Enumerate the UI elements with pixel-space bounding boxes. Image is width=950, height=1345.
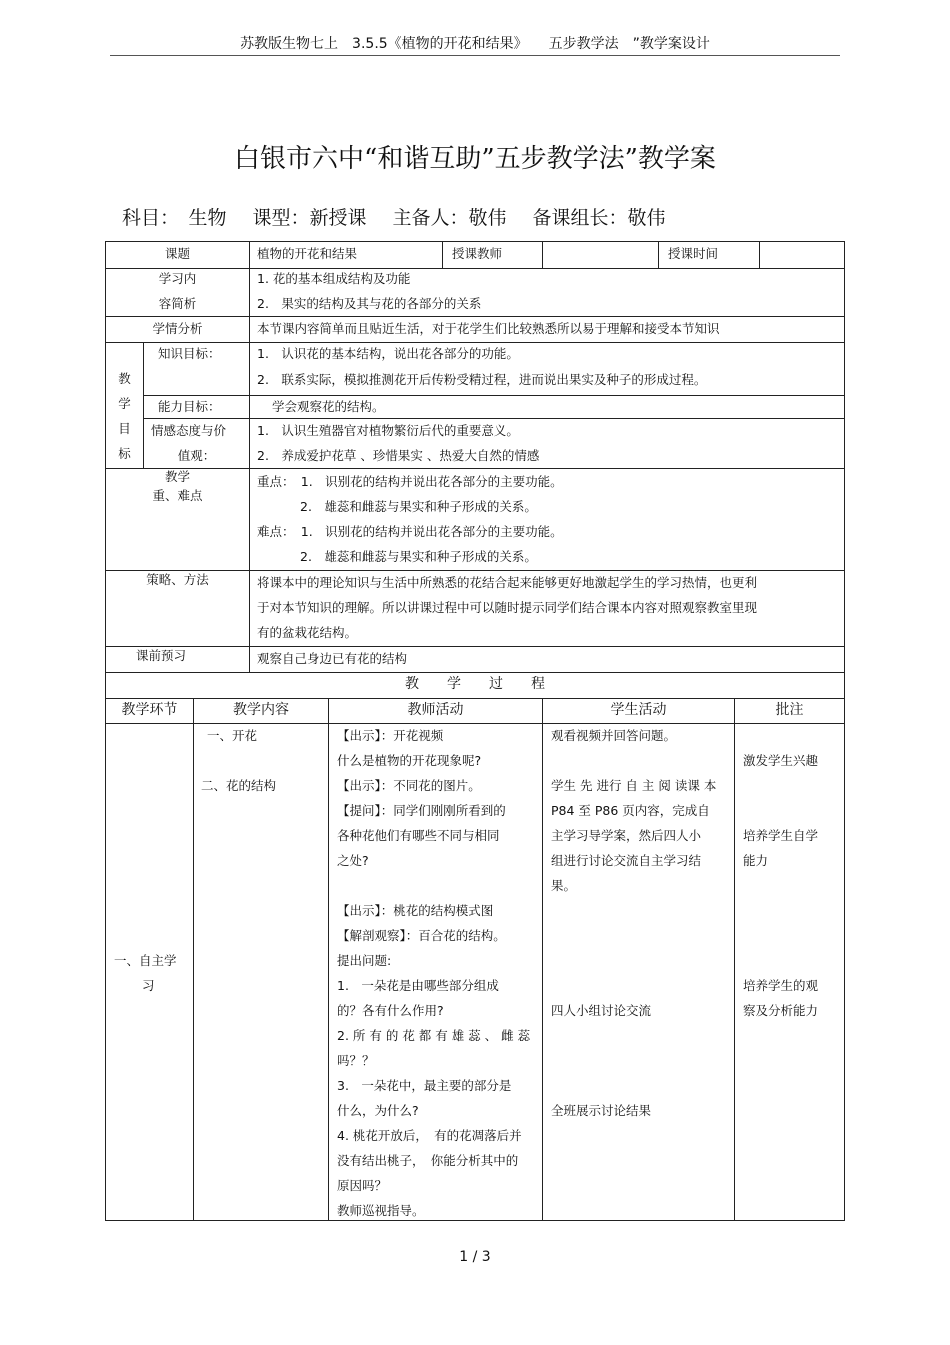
student-line-1: 观看视频并回答问题。 bbox=[551, 728, 677, 743]
key-line-1: 重点： 1. 识别花的结构并说出花各部分的主要功能。 bbox=[257, 474, 563, 489]
student-line-8: 全班展示讨论结果 bbox=[551, 1103, 652, 1118]
preview-label: 课前预习 bbox=[135, 648, 186, 663]
student-line-7: 四人小组讨论交流 bbox=[551, 1003, 652, 1018]
process-title: 教 学 过 程 bbox=[405, 676, 545, 692]
content-line-1: 1. 花的基本组成结构及功能 bbox=[257, 271, 411, 286]
emotion-label-1: 情感态度与价 bbox=[151, 423, 227, 438]
teacher-line-8: 【解剖观察】：百合花的结构。 bbox=[337, 928, 506, 943]
student-line-5: 组进行讨论交流自主学习结 bbox=[551, 853, 702, 868]
page-title: 白银市六中“和谐互助”五步教学法”教学案 bbox=[234, 144, 716, 174]
teacher-line-6: 之处? bbox=[337, 853, 369, 868]
teacher-line-16: 4. 桃花开放后， 有的花凋落后并 bbox=[337, 1128, 522, 1143]
teacher-line-10: 1. 一朵花是由哪些部分组成 bbox=[337, 978, 499, 993]
topic-value: 植物的开花和结果 bbox=[257, 246, 358, 261]
student-line-2: 学生 先 进行 自 主 阅 读课 本 bbox=[551, 778, 717, 793]
content-line-2: 2. 果实的结构及其与花的各部分的关系 bbox=[257, 296, 482, 311]
knowledge-line-2: 2. 联系实际，模拟推测花开后传粉受精过程，进而说出果实及种子的形成过程。 bbox=[257, 372, 707, 387]
emotion-line-1: 1. 认识生殖器官对植物繁衍后代的重要意义。 bbox=[257, 423, 519, 438]
goals-label-4: 标 bbox=[118, 446, 131, 461]
stage-line-2: 习 bbox=[142, 978, 155, 993]
goals-label-3: 目 bbox=[118, 421, 131, 436]
ability-value: 学会观察花的结构。 bbox=[272, 399, 385, 414]
teacher-line-9: 提出问题: bbox=[337, 953, 392, 968]
header-student: 学生活动 bbox=[610, 702, 667, 718]
ability-label: 能力目标： bbox=[158, 399, 221, 414]
teacher-line-11: 的？各有什么作用? bbox=[337, 1003, 444, 1018]
knowledge-label: 知识目标： bbox=[158, 346, 221, 361]
note-line-4: 培养学生的观 bbox=[743, 978, 819, 993]
student-line-3: P84 至 P86 页内容，完成自 bbox=[551, 803, 710, 818]
key-line-3: 难点： 1. 识别花的结构并说出花各部分的主要功能。 bbox=[257, 524, 563, 539]
teacher-line-1: 【出示】：开花视频 bbox=[337, 728, 444, 743]
content-label-2: 容简析 bbox=[158, 296, 197, 311]
content-item-2: 二、花的结构 bbox=[201, 778, 277, 793]
note-line-2: 培养学生自学 bbox=[743, 828, 819, 843]
student-line-4: 主学习导学案，然后四人小 bbox=[551, 828, 702, 843]
note-line-3: 能力 bbox=[743, 853, 769, 868]
teacher-label: 授课教师 bbox=[452, 246, 503, 261]
goals-label-2: 学 bbox=[118, 396, 131, 411]
preview-value: 观察自己身边已有花的结构 bbox=[257, 651, 408, 666]
header-content: 教学内容 bbox=[233, 702, 289, 718]
meta-leader: 备课组长：敬伟 bbox=[532, 207, 666, 229]
teacher-line-19: 教师巡视指导。 bbox=[337, 1203, 425, 1218]
key-label-1: 教学 bbox=[164, 469, 190, 484]
key-label-2: 重、难点 bbox=[152, 488, 203, 503]
teacher-line-13: 吗？？ bbox=[337, 1053, 375, 1068]
teacher-line-17: 没有结出桃子， 你能分析其中的 bbox=[337, 1153, 519, 1168]
emotion-line-2: 2. 养成爱护花草 、珍惜果实 、热爱大自然的情感 bbox=[257, 448, 540, 463]
emotion-label-2: 值观： bbox=[177, 448, 216, 463]
teacher-line-2: 什么是植物的开花现象呢? bbox=[337, 753, 482, 768]
strategy-line-3: 有的盆栽花结构。 bbox=[257, 625, 358, 640]
teacher-line-7: 【出示】：桃花的结构模式图 bbox=[337, 903, 494, 918]
header-teacher: 教师活动 bbox=[407, 702, 464, 718]
key-line-2: 2. 雄蕊和雌蕊与果实和种子形成的关系。 bbox=[300, 499, 537, 514]
analysis-label: 学情分析 bbox=[152, 321, 203, 336]
teacher-line-18: 原因吗？ bbox=[337, 1178, 388, 1193]
time-label: 授课时间 bbox=[668, 246, 719, 261]
analysis-value: 本节课内容简单而且贴近生活，对于花学生们比较熟悉所以易于理解和接受本节知识 bbox=[257, 321, 720, 336]
stage-line-1: 一、自主学 bbox=[114, 953, 177, 968]
header-notes: 批注 bbox=[775, 702, 804, 718]
teacher-line-12: 2. 所 有 的 花 都 有 雄 蕊 、 雌 蕊 bbox=[337, 1028, 531, 1043]
running-header: 苏教版生物七上 3.5.5《植物的开花和结果》 五步教学法 ”教学案设计 bbox=[110, 33, 840, 56]
strategy-line-2: 于对本节知识的理解。所以讲课过程中可以随时提示同学们结合课本内容对照观察教室里现 bbox=[257, 600, 758, 615]
goals-label-1: 教 bbox=[118, 371, 131, 386]
meta-subject: 科目： 生物 bbox=[122, 207, 227, 229]
note-line-5: 察及分析能力 bbox=[743, 1003, 819, 1018]
content-item-1: 一、开花 bbox=[207, 728, 258, 743]
teacher-line-3: 【出示】：不同花的图片。 bbox=[337, 778, 481, 793]
strategy-label: 策略、方法 bbox=[146, 572, 209, 587]
page-number: 1 / 3 bbox=[459, 1249, 491, 1265]
key-line-4: 2. 雄蕊和雌蕊与果实和种子形成的关系。 bbox=[300, 549, 537, 564]
header-stage: 教学环节 bbox=[121, 702, 178, 718]
knowledge-line-1: 1. 认识花的基本结构，说出花各部分的功能。 bbox=[257, 346, 519, 361]
teacher-line-14: 3. 一朵花中，最主要的部分是 bbox=[337, 1078, 512, 1093]
teacher-line-4: 【提问】：同学们刚刚所看到的 bbox=[337, 803, 506, 818]
student-line-6: 果。 bbox=[551, 878, 577, 893]
note-line-1: 激发学生兴趣 bbox=[743, 753, 819, 768]
teacher-line-5: 各种花他们有哪些不同与相同 bbox=[337, 828, 500, 843]
teacher-line-15: 什么，为什么? bbox=[337, 1103, 419, 1118]
meta-type: 课型：新授课 bbox=[252, 207, 367, 229]
meta-preparer: 主备人：敬伟 bbox=[392, 207, 507, 229]
topic-label: 课题 bbox=[164, 246, 190, 261]
strategy-line-1: 将课本中的理论知识与生活中所熟悉的花结合起来能够更好地激起学生的学习热情，也更利 bbox=[257, 575, 758, 590]
content-label-1: 学习内 bbox=[158, 271, 197, 286]
